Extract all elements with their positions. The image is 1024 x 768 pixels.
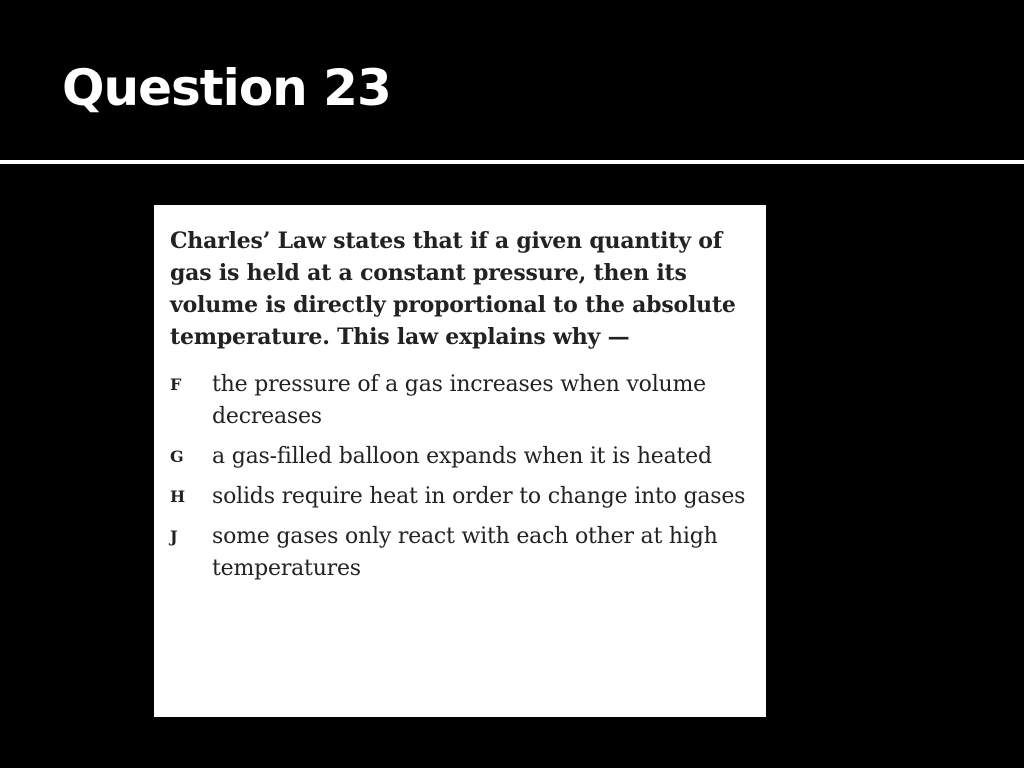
- choice-g: [170, 441, 746, 473]
- choice-letter: G: [170, 447, 184, 466]
- choice-letter: F: [170, 375, 182, 394]
- choice-h: [170, 481, 746, 513]
- choice-letter: H: [170, 487, 186, 506]
- choice-text: some gases only react with each other at high temperatures: [212, 524, 718, 581]
- answer-choices: [170, 369, 746, 585]
- choice-letter: J: [170, 527, 178, 546]
- choice-text: the pressure of a gas increases when volume decreases: [212, 372, 707, 429]
- question-card: [154, 205, 766, 717]
- question-stem: Charles’ Law states that if a given quantity of gas is held at a constant pressure, then its volume is directly proportional to the absolute temperature. This law explains why —: [170, 228, 736, 350]
- choice-f: [170, 369, 746, 433]
- slide-title: Question 23: [62, 59, 391, 117]
- choice-j: [170, 521, 746, 585]
- title-divider: [0, 160, 1024, 164]
- choice-text: a gas-filled balloon expands when it is heated: [212, 444, 712, 469]
- choice-text: solids require heat in order to change into gases: [212, 484, 746, 509]
